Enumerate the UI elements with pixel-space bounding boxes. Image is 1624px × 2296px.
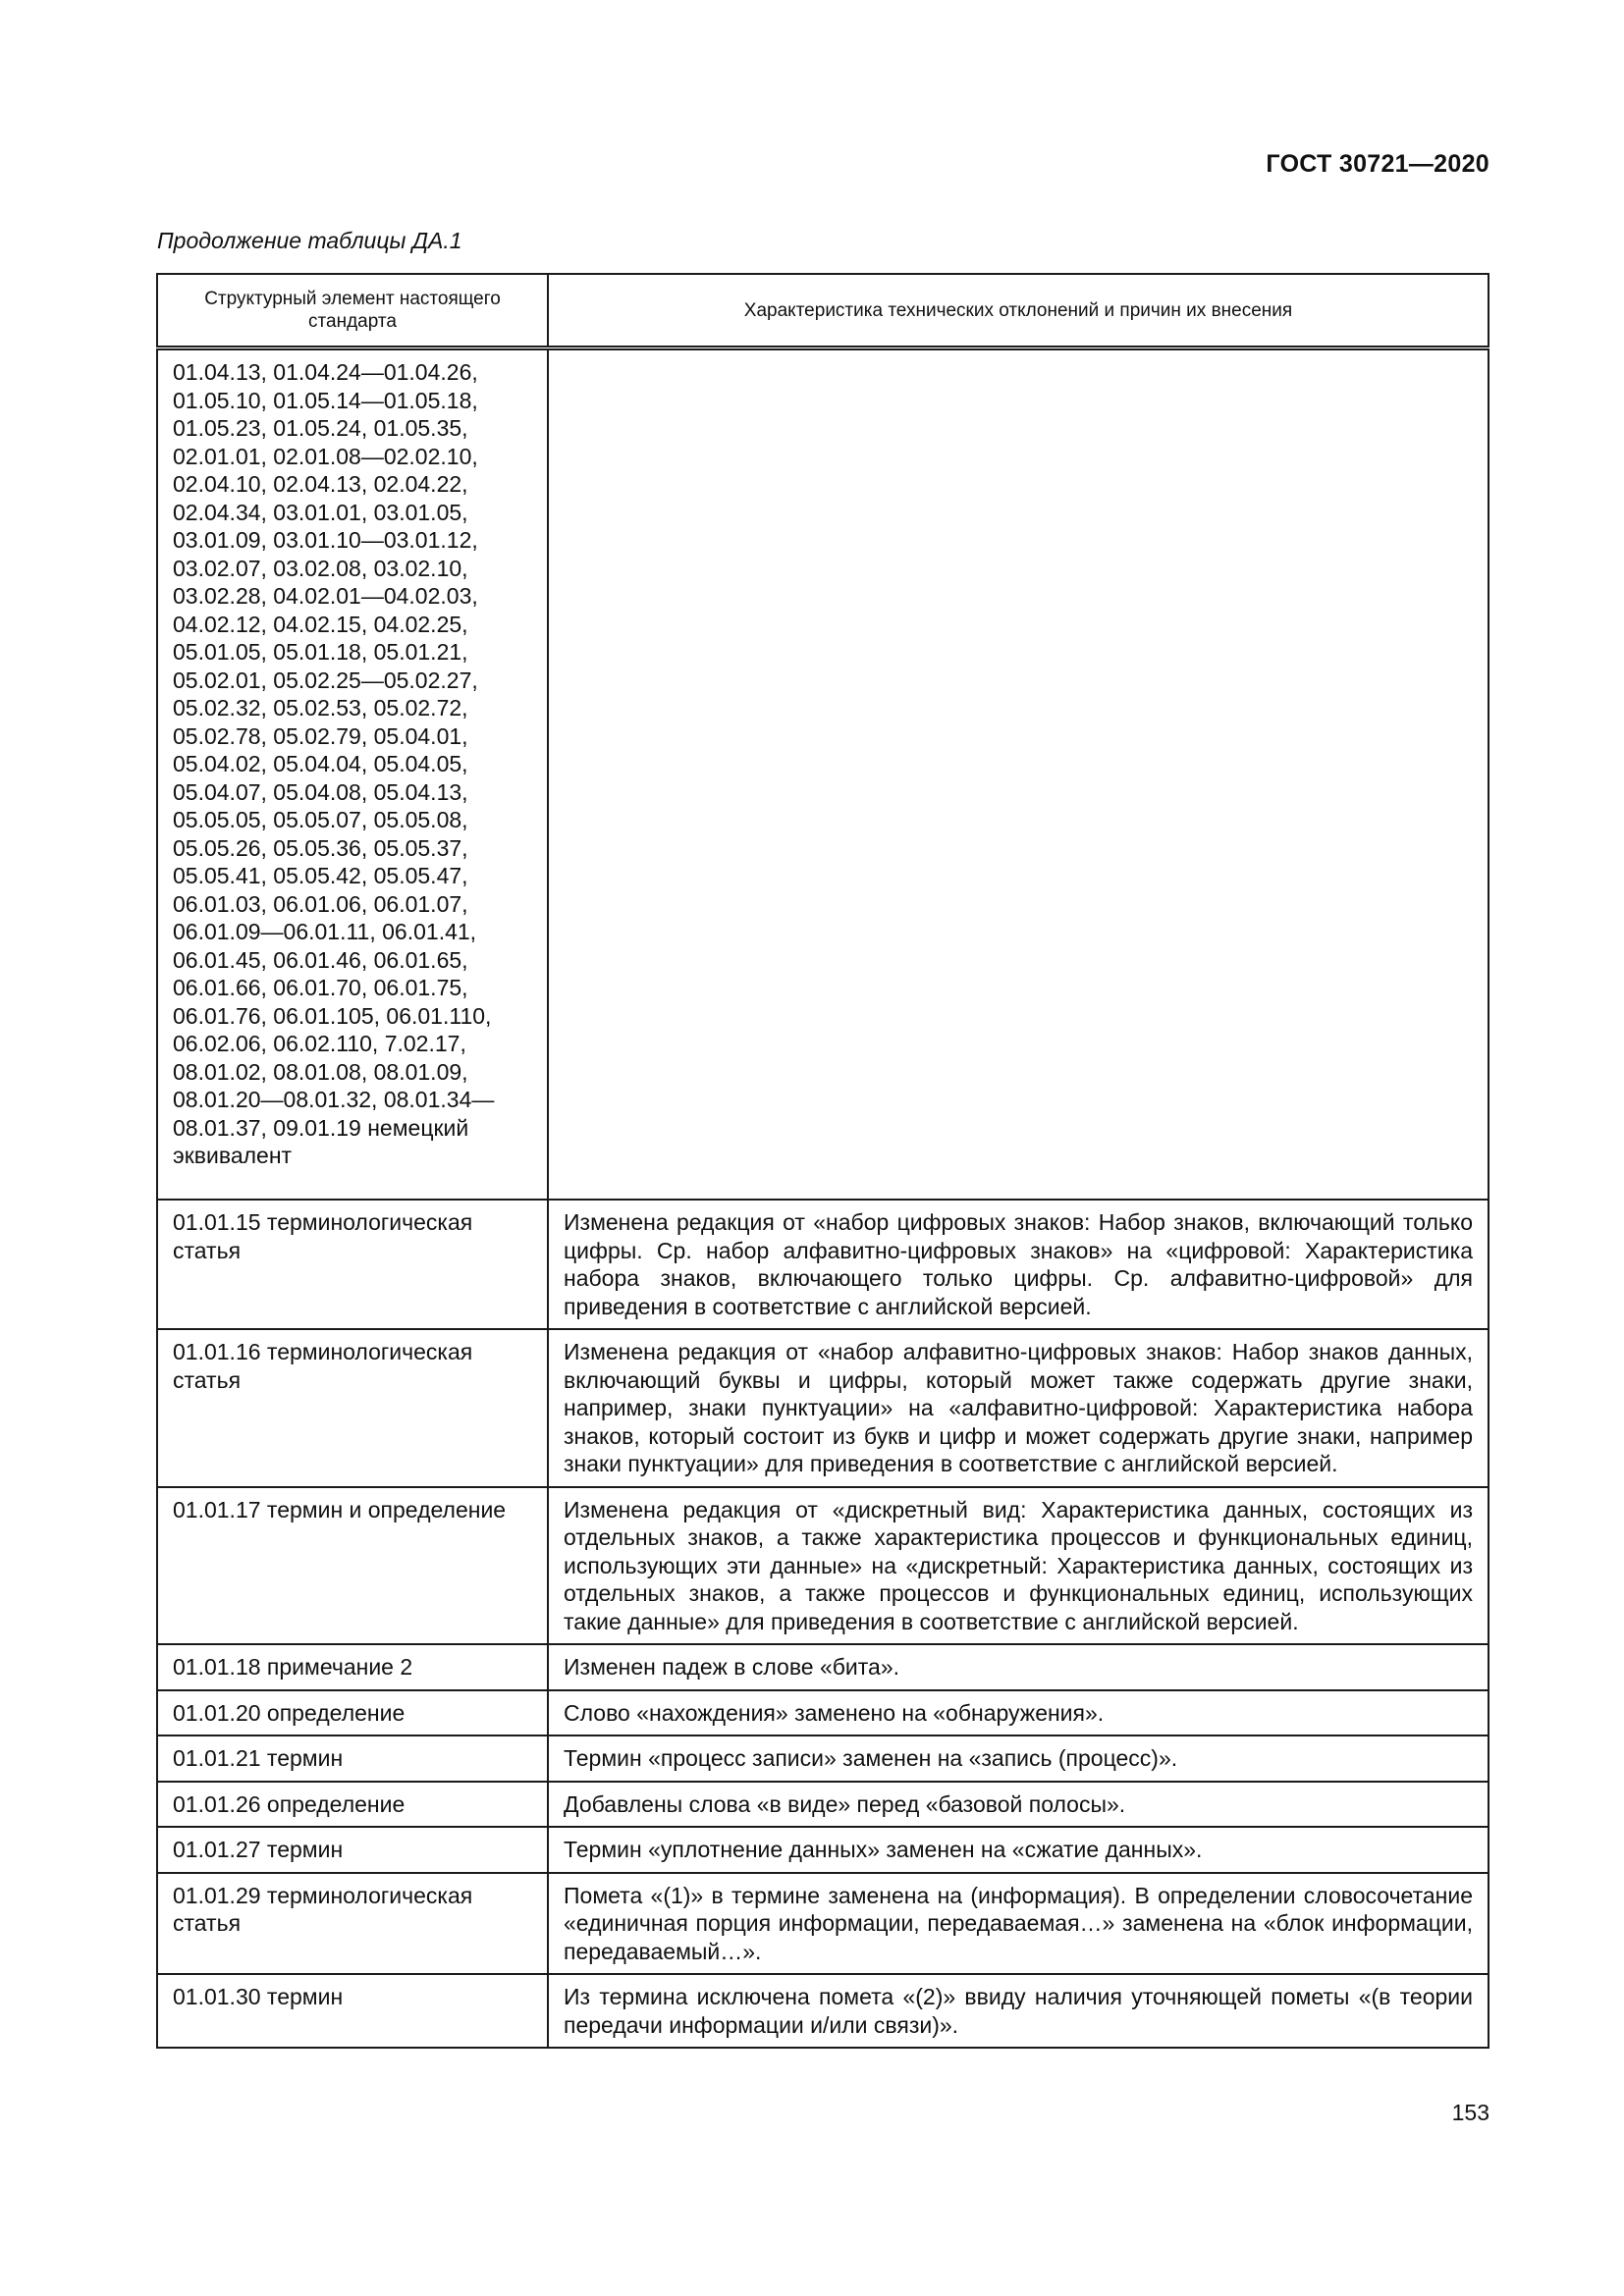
structural-element-cell: 01.01.15 терминологическая статья	[157, 1200, 548, 1329]
table-row	[157, 1487, 1489, 1645]
table-row	[157, 1690, 1489, 1736]
table-row	[157, 1644, 1489, 1690]
description-cell: Помета «(1)» в термине заменена на (информация). В определении словосочетание «единичная порция информации, передаваемая…» заменена на «блок информации, передаваемый…».	[548, 1873, 1489, 1975]
description-cell: Из термина исключена помета «(2)» ввиду наличия уточняющей пометы «(в теории передачи информации и/или связи)».	[548, 1974, 1489, 2048]
document-designation: ГОСТ 30721—2020	[1266, 150, 1489, 178]
table-row	[157, 348, 1489, 1201]
structural-element-cell: 01.01.30 термин	[157, 1974, 548, 2048]
table-row	[157, 1974, 1489, 2048]
page-number: 153	[1451, 2100, 1489, 2125]
table-header-row	[157, 274, 1489, 348]
table-row	[157, 1329, 1489, 1487]
description-cell: Термин «процесс записи» заменен на «запись (процесс)».	[548, 1735, 1489, 1782]
table-caption: Продолжение таблицы ДА.1	[157, 228, 462, 253]
table-row	[157, 1782, 1489, 1828]
deviations-table	[156, 273, 1489, 2049]
description-cell: Термин «уплотнение данных» заменен на «сжатие данных».	[548, 1827, 1489, 1873]
table-row	[157, 1827, 1489, 1873]
structural-element-cell: 01.01.21 термин	[157, 1735, 548, 1782]
description-cell: Изменена редакция от «дискретный вид: Характеристика данных, состоящих из отдельных знаков, а также характеристика процессов и функциональных единиц, использующих эти данные» на «дискретный: Характеристика данных, состоящих из отдельных знаков, а также процессов и функциональных единиц, использующих такие данные» для приведения в соответствие с английской версией.	[548, 1487, 1489, 1645]
structural-element-cell: 01.01.27 термин	[157, 1827, 548, 1873]
description-cell: Слово «нахождения» заменено на «обнаружения».	[548, 1690, 1489, 1736]
structural-element-cell: 01.01.20 определение	[157, 1690, 548, 1736]
structural-element-cell: 01.01.29 терминологическая статья	[157, 1873, 548, 1975]
table-row	[157, 1873, 1489, 1975]
structural-element-cell: 01.01.26 определение	[157, 1782, 548, 1828]
column-header-element: Структурный элемент настоящего стандарта	[157, 274, 548, 348]
structural-element-cell: 01.01.16 терминологическая статья	[157, 1329, 548, 1487]
description-cell: Изменена редакция от «набор алфавитно-цифровых знаков: Набор знаков данных, включающий буквы и цифры, который может также содержать другие знаки, например, знаки пунктуации» на «алфавитно-цифровой: Характеристика набора знаков, который состоит из букв и цифр и может содержать другие знаки, например знаки пунктуации» для приведения в соответствие с английской версией.	[548, 1329, 1489, 1487]
column-header-description: Характеристика технических отклонений и причин их внесения	[548, 274, 1489, 348]
description-cell: Изменен падеж в слове «бита».	[548, 1644, 1489, 1690]
table-row	[157, 1735, 1489, 1782]
structural-element-cell: 01.01.17 термин и определение	[157, 1487, 548, 1645]
description-cell	[548, 348, 1489, 1201]
description-cell: Изменена редакция от «набор цифровых знаков: Набор знаков, включающий только цифры. Ср. набор алфавитно-цифровых знаков» на «цифровой: Характеристика набора знаков, включающего только цифры. Ср. алфавитно-цифровой» для приведения в соответствие с английской версией.	[548, 1200, 1489, 1329]
structural-element-cell: 01.04.13, 01.04.24—01.04.26, 01.05.10, 01.05.14—01.05.18, 01.05.23, 01.05.24, 01.05.35, 02.01.01, 02.01.08—02.02.10, 02.04.10, 02.04.13, 02.04.22, 02.04.34, 03.01.01, 03.01.05, 03.01.09, 03.01.10—03.01.12, 03.02.07, 03.02.08, 03.02.10, 03.02.28, 04.02.01—04.02.03, 04.02.12, 04.02.15, 04.02.25, 05.01.05, 05.01.18, 05.01.21, 05.02.01, 05.02.25—05.02.27, 05.02.32, 05.02.53, 05.02.72, 05.02.78, 05.02.79, 05.04.01, 05.04.02, 05.04.04, 05.04.05, 05.04.07, 05.04.08, 05.04.13, 05.05.05, 05.05.07, 05.05.08, 05.05.26, 05.05.36, 05.05.37, 05.05.41, 05.05.42, 05.05.47, 06.01.03, 06.01.06, 06.01.07, 06.01.09—06.01.11, 06.01.41, 06.01.45, 06.01.46, 06.01.65, 06.01.66, 06.01.70, 06.01.75, 06.01.76, 06.01.105, 06.01.110, 06.02.06, 06.02.110, 7.02.17, 08.01.02, 08.01.08, 08.01.09, 08.01.20—08.01.32, 08.01.34—08.01.37, 09.01.19 немецкий эквивалент	[157, 348, 548, 1201]
description-cell: Добавлены слова «в виде» перед «базовой полосы».	[548, 1782, 1489, 1828]
structural-element-cell: 01.01.18 примечание 2	[157, 1644, 548, 1690]
table-row	[157, 1200, 1489, 1329]
